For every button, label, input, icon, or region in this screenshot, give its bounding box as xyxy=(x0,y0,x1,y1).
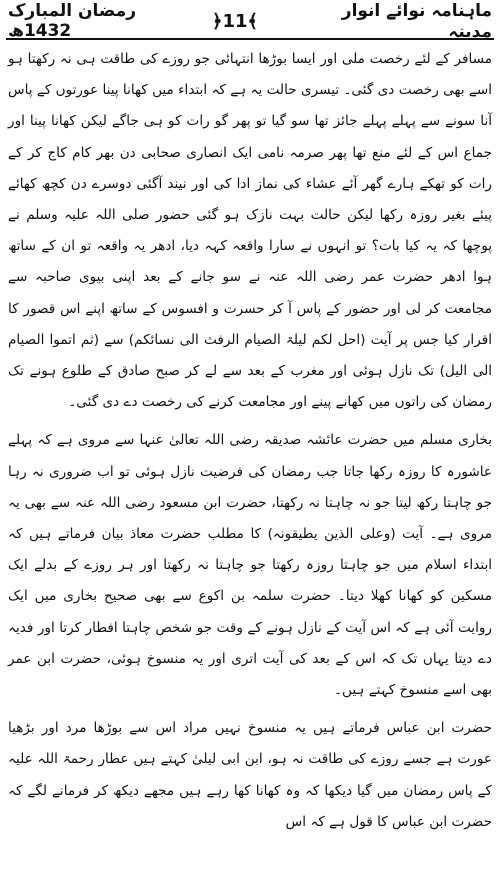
article-body xyxy=(8,44,492,889)
header-issue-date: رمضان المبارک 1432ھ xyxy=(8,1,136,41)
paragraph: مسافر کے لئے رخصت ملی اور ایسا بوڑھا انتہائی جو روزے کی طاقت ہی نہ رکھتا ہو اسے بھی رخصت دی گئی۔ تیسری حالت یہ ہے کہ ابتداء میں کھانا پینا عورتوں کے پاس آنا سونے سے پہلے پہلے جائز تھا سو گیا تو پھر گو رات کو ہی جاگے لیکن کھانا پینا اور جماع اس کے لئے منع تھا پھر صرمہ نامی ایک انصاری صحابی دن بھر کام کاج کر کے رات کو تھکے ہارے گھر آئے عشاء کی نماز ادا کی اور نیند آگئی دوسرے دن کچھ کھائے پیئے بغیر روزہ رکھا لیکن حالت بہت نازک ہو گئی حضور صلی اللہ علیہ وسلم نے پوچھا کہ یہ کیا بات؟ تو انہوں نے سارا واقعہ کہہ دیا، ادھر یہ واقعہ تو ان کے ساتھ ہوا ادھر حضرت عمر رضی اللہ عنہ نے سو جانے کے بعد اپنی بیوی صاحبہ سے مجامعت کر لی اور حضور کے پاس آ کر حسرت و افسوس کے ساتھ اپنے اس قصور کا اقرار کیا جس پر آیت (احل لکم لیلۃ الصیام الرفث الی نسائکم) سے (ثم اتموا الصیام الی الیل) تک نازل ہوئی اور مغرب کے بعد سے لے کر صبح صادق کے طلوع ہونے تک رمضان کی راتوں میں کھانے پینے اور مجامعت کرنے کی رخصت دے دی گئی۔ xyxy=(8,51,492,411)
page-header xyxy=(8,1,492,42)
page-number: ﴿11﴾ xyxy=(211,10,259,32)
paragraph: بخاری مسلم میں حضرت عائشہ صدیقہ رضی اللہ تعالیٰ عنہا سے مروی ہے کہ پہلے عاشورہ کا روزہ رکھا جاتا جب رمضان کی فرضیت نازل ہوئی تو اب ضروری نہ رہا جو چاہتا رکھ لیتا جو نہ چاہتا نہ رکھتا، حضرت ابن مسعود رضی اللہ عنہ سے بھی یہ مروی ہے۔ آیت (وعلی الذین یطیقونہ) کا مطلب حضرت معاذ بیان فرماتے ہیں کہ ابتداء اسلام میں جو چاہتا روزہ رکھتا جو چاہتا نہ رکھتا اور ہر روزے کے بدلے ایک مسکین کو کھانا کھلا دیتا۔ حضرت سلمہ بن اکوع سے بھی صحیح بخاری میں ایک روایت آئی ہے کہ اس آیت کے نازل ہونے کے وقت جو شخص چاہتا افطار کرتا اور فدیہ دے دیتا یہاں تک کہ اس کے بعد کی آیت اتری اور یہ منسوخ ہوئی، حضرت ابن عمر بھی اسے منسوخ کہتے ہیں۔ xyxy=(8,432,492,699)
paragraph: حضرت ابن عباس فرماتے ہیں یہ منسوخ نہیں مراد اس سے بوڑھا مرد اور بڑھیا عورت ہے جسے روزے کی طاقت نہ ہو، ابن ابی لیلیٰ کہتے ہیں عطار رحمۃ اللہ علیہ کے پاس رمضان میں گیا دیکھا کہ وہ کھانا کھا رہے ہیں مجھے دیکھ کر فرمانے لگے کہ حضرت ابن عباس کا قول ہے کہ اس xyxy=(8,720,492,830)
magazine-title: ماہنامہ نوائے انوار مدینہ xyxy=(341,1,492,42)
header-divider xyxy=(6,38,494,40)
